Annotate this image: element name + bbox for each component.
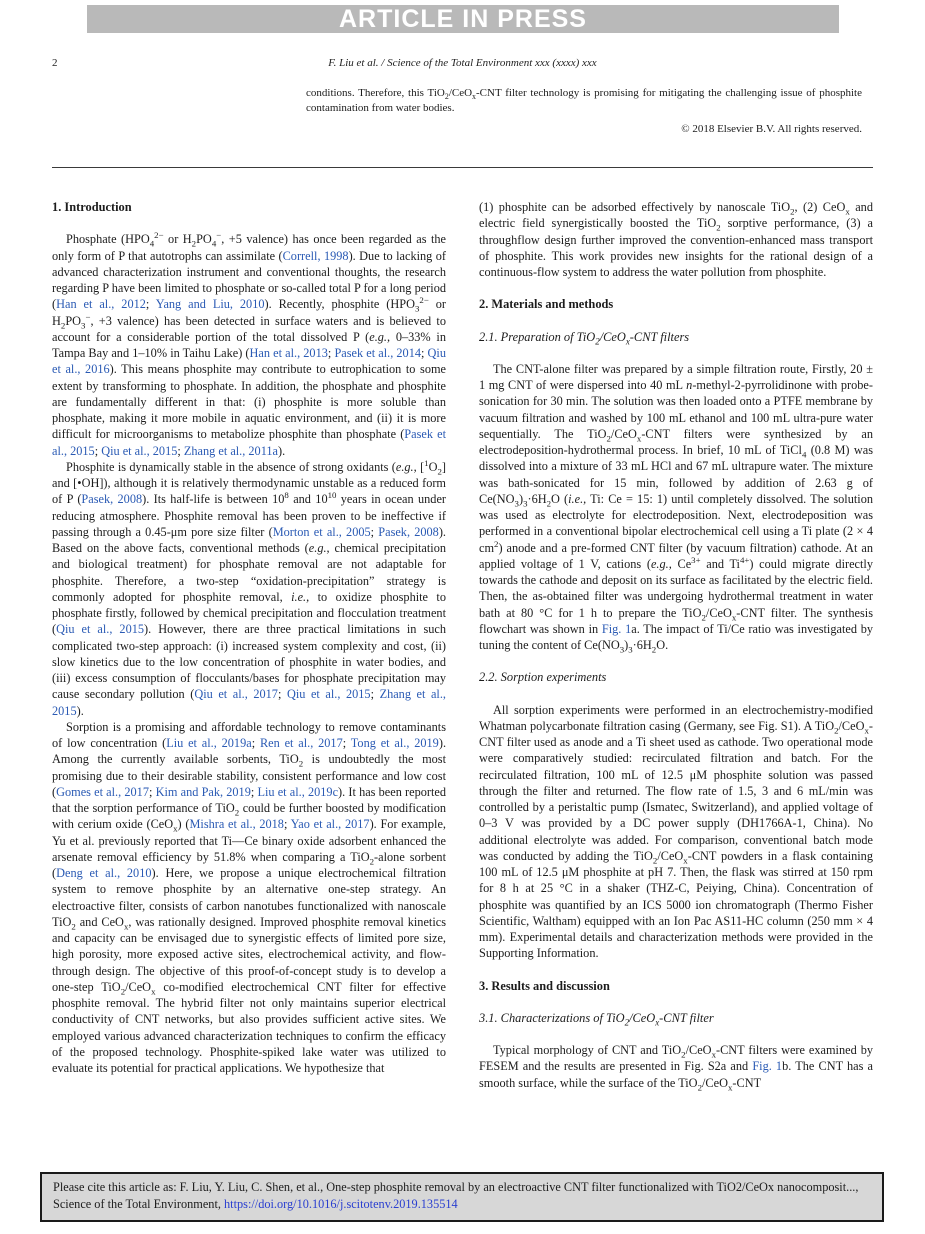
subscript: 2 (716, 222, 721, 233)
subscript: x (625, 335, 630, 346)
citation-link[interactable]: Gomes et al., 2017 (56, 784, 149, 799)
subscript: 2 (790, 206, 795, 217)
superscript: 1 (424, 457, 429, 468)
subscript: x (845, 206, 850, 217)
section-heading: 3. Results and discussion (479, 978, 610, 993)
citation-link[interactable]: Deng et al., 2010 (56, 866, 152, 880)
subsection-heading: 2.1. Preparation of TiO$_2$/CeO$_x$-CNT filters (479, 329, 690, 346)
subscript: 3 (628, 644, 633, 655)
subscript: x (711, 1049, 716, 1060)
italic-text: e.g., (369, 329, 391, 344)
subscript: 2 (624, 1017, 630, 1028)
abstract-tail-text: conditions. Therefore, this TiO$_2$/CeO$_x$-CNT filter technology is promising for mitigating the challenging issue of phosphite contamination from water bodies. (306, 87, 862, 115)
subscript: 3 (619, 644, 625, 655)
subscript: x (864, 725, 869, 736)
running-header (52, 57, 873, 71)
subscript: 3 (514, 498, 519, 509)
subscript: 2 (546, 498, 552, 509)
subscript: 3 (81, 319, 86, 330)
subscript: 2 (652, 855, 658, 866)
citation-link[interactable]: Ren et al., 2017 (259, 736, 343, 750)
citation-link[interactable]: Qiu et al., 2015 (286, 687, 371, 702)
subscript: 2 (595, 335, 600, 346)
subscript: 2 (681, 1049, 686, 1060)
doi-link[interactable]: https://doi.org/10.1016/j.scitotenv.2019.135514 (224, 1196, 458, 1211)
superscript: 2− (419, 295, 429, 306)
citation-link[interactable]: Fig. 1 (601, 621, 632, 636)
subscript: x (636, 433, 642, 444)
citation-link[interactable]: Han et al., 2013 (249, 346, 328, 360)
italic-text: e.g., (308, 541, 330, 555)
citation-link[interactable]: Pasek et al., 2015 (52, 427, 446, 458)
subscript: 2 (234, 807, 240, 818)
superscript: − (85, 311, 91, 322)
subscript: x (151, 986, 156, 997)
subscript: 2 (369, 856, 375, 867)
section-heading: 1. Introduction (52, 200, 132, 214)
superscript: − (216, 230, 222, 241)
paragraph: All sorption experiments were performed in an electrochemistry-modified Whatman polycarbonate filtration casing (Germany, see Fig. S1). A TiO$_2$/CeO$_x$-CNT filter used as anode and a Ti sheet used as cathode. Two operational mode were comparatively studied: recirculated filtration and batch. For the recirculated filtration, 100 mL of 12.5 μM phosphite solution was passed through the filter and returned. The flow rate of 1.5, 3 and 6 mL/min was controlled by a peristaltic pump (Ismatec, Switzerland), and applied voltage of 0–3 V was provided by a DC power supply (DH1766A-1, China). No additional electrolyte was added. For comparison, conventional batch mode was conducted by adding the TiO$_2$/CeO$_x$-CNT powders in a flask containing 100 mL of 12.5 μM phosphite at pH 7. Then, the flask was stirred at 150 rpm for 8 h at 25 °C in a shaker (THZ-C, Peiying, China). Concentration of phosphite was quantified by an ICS 5000 ion chromatograph (Thermo Fisher Scientific, Waltham) equipped with an Ion Pac AS11-HC column (250 mm × 4 mm). Experimental details and characterization methods were provided in the Supporting Information. (479, 702, 873, 961)
section-heading: 2. Materials and methods (479, 297, 614, 312)
subscript: 2 (60, 319, 66, 330)
subscript: 2 (606, 433, 611, 444)
superscript: 2− (154, 230, 164, 241)
citation-link[interactable]: Yang and Liu, 2010 (155, 297, 265, 312)
superscript: 4+ (739, 554, 750, 565)
subscript: 2 (444, 92, 449, 102)
subscript: x (731, 611, 737, 622)
column-right (479, 199, 873, 1162)
subscript: 3 (523, 498, 528, 509)
copyright-line: © 2018 Elsevier B.V. All rights reserved. (681, 123, 862, 136)
citation-link[interactable]: Morton et al., 2005 (272, 524, 371, 539)
subscript: 4 (211, 238, 217, 249)
subscript: 2 (651, 644, 657, 655)
header-rule (52, 167, 873, 168)
citation-link[interactable]: Qiu et al., 2015 (56, 622, 145, 637)
citation-link[interactable]: Zhang et al., 2011a (183, 443, 279, 458)
article-in-press-banner (87, 5, 839, 33)
paragraph: The CNT-alone filter was prepared by a simple filtration route, Firstly, 20 ± 1 mg CNT of were dispersed into 40 mL n-methyl-2-pyrrolidinone with probe-sonication for 30 min. The solution was then loaded onto a PTFE membrane by vacuum filtration and washed by 100 mL ethanol and 100 mL ultra-pure water sequentially. The TiO$_2$/CeO$_x$-CNT filters were synthesized by an electrodeposition-hydrothermal process. In brief, 10 mL of TiCl$_4$ (0.8 M) was dissolved into a mixture of 33 mL HCl and 67 mL ultrapure water. The mixture was bath-sonicated for 15 min, followed by addition of 2.63 g of $Ce(NO_3)_3\cdot 6H_2O$ (i.e., Ti: Ce = 15: 1) until completely dissolved. The solution was used as electrolyte for electrodeposition. Next, electrodeposition was performed in a conventional bipolar electrochemical cell using a Ti plate (2 × 4 $cm^2$) anode and a pre-formed CNT filter (by vacuum filtration) cathode. At an applied voltage of 1 V, cations (e.g., $Ce^{3+}$ and $Ti^{4+}$) could migrate directly towards the cathode and deposit on its surface as facilitated by the electric field. Then, the as-obtained filter was undergoing hydrothermal treatment in water bath at 80 °C for 1 h to prepare the TiO$_2$/CeO$_x$-CNT filter. The synthesis flowchart was shown in Fig. 1a. The impact of Ti/Ce ratio was investigated by tuning the content of $Ce(NO_3)_3\cdot 6H_2O$. (479, 361, 873, 655)
italic-text: e.g., (395, 459, 417, 474)
subscript: 4 (149, 238, 155, 249)
page-number: 2 (52, 57, 58, 69)
italic-text: i.e., (568, 491, 587, 506)
subscript: 3 (414, 303, 420, 314)
subscript: 2 (120, 986, 126, 997)
superscript: 10 (327, 490, 337, 501)
citation-notice (40, 1172, 884, 1222)
subscript: x (655, 1017, 660, 1028)
citation-link[interactable]: Fig. 1 (752, 1059, 783, 1074)
citation-link[interactable]: Tong et al., 2019 (350, 736, 439, 750)
subscript: x (727, 1081, 733, 1092)
citation-link[interactable]: Pasek et al., 2014 (334, 346, 421, 360)
column-left (52, 199, 446, 1162)
italic-text: e.g., (650, 556, 672, 571)
italic-text: i.e., (291, 589, 310, 604)
article-body (52, 199, 873, 1162)
citation-link[interactable]: Qiu et al., 2016 (52, 346, 446, 377)
citation-link[interactable]: Qiu et al., 2017 (194, 687, 278, 702)
abstract-continuation (306, 86, 862, 138)
citation-link[interactable]: Yao et al., 2017 (290, 817, 370, 832)
citation-link[interactable]: Pasek, 2008 (378, 524, 439, 539)
citation-link[interactable]: Zhang et al., 2015 (52, 687, 446, 718)
citation-link[interactable]: Kim and Pak, 2019 (155, 784, 251, 799)
citation-link[interactable]: Han et al., 2012 (56, 297, 146, 312)
subscript: x (123, 921, 129, 932)
subscript: x (173, 823, 178, 834)
citation-link[interactable]: Liu et al., 2019a (166, 736, 252, 750)
subscript: 4 (801, 449, 807, 460)
paragraph: Phosphate ($HPO_4^{2-}$ or $H_2PO_4^-$, +5 valence) has once been regarded as the only form of P that autotrophs can assimilate (Correll, 1998). Due to lacking of advanced characterization instrument and conventional thoughts, the research regarding P have been limited to phosphate or so-called total P for a long period (Han et al., 2012; Yang and Liu, 2010). Recently, phosphite ($HPO_3^{2-}$ or $H_2PO_3^-$, +3 valence) has been detected in surface waters and is believed to account for a considerable portion of the total dissolved P (e.g., 0–33% in Tampa Bay and 1–10% in Taihu Lake) (Han et al., 2013; Pasek et al., 2014; Qiu et al., 2016). This means phosphite may contribute to eutrophication to some extent by transforming to phosphate. In addition, the phosphate and phosphite are fundamentally different in that: (i) phosphite is more soluble than phosphate, making it more mobile in aquatic environment, and (ii) it is more difficult for microorganisms to metabolize phosphite than phosphate (Pasek et al., 2015; Qiu et al., 2015; Zhang et al., 2011a). (52, 230, 446, 458)
subscript: 2 (834, 725, 839, 736)
paragraph: Phosphite is dynamically stable in the absence of strong oxidants (e.g., $[^1O_2]$ and [•OH]), although it is relatively thermodynamic unstable as a reduced form of P (Pasek, 2008). Its half-life is between $10^8$ and $10^{10}$ years in ocean under reducing atmosphere. Phosphite removal has been proven to be ineffective if passing through a 0.45-μm pore size filter (Morton et al., 2005; Pasek, 2008). Based on the above facts, conventional methods (e.g., chemical precipitation and biological treatment) for phosphate removal are not adaptable for phosphite. Therefore, a two-step “oxidation-precipitation” strategy is commonly adopted for phosphite removal, i.e., to oxidize phosphite to phosphate firstly, followed by chemical precipitation and flocculation treatment (Qiu et al., 2015). However, there are three practical limitations in such complicated two-step approach: (i) increased system complexity and cost, (ii) slow kinetics due to the low concentration of phosphite in water bodies, and (iii) excess consumption of flocculants/bases for phosphate precipitation may cause secondary pollution (Qiu et al., 2017; Qiu et al., 2015; Zhang et al., 2015). (52, 457, 447, 718)
superscript: 8 (284, 490, 289, 501)
citation-link[interactable]: Mishra et al., 2018 (189, 817, 284, 832)
paragraph: (1) phosphite can be adsorbed effectively by nanoscale TiO$_2$, (2) CeO$_x$ and electric field synergistically boosted the TiO$_2$ sorptive performance, (3) a throughflow design further improved the convention-enhanced mass transport of phosphite. This work provides new insights for the rational design of a continuous-flow system to address the water pollution from phosphite. (479, 200, 873, 279)
subsection-heading: 2.2. Sorption experiments (479, 670, 607, 685)
paragraph: Typical morphology of CNT and TiO$_2$/CeO$_x$-CNT filters were examined by FESEM and the results are presented in Fig. S2a and Fig. 1b. The CNT has a smooth surface, while the surface of the TiO$_2$/CeO$_x$-CNT (479, 1043, 873, 1092)
citation-text: Please cite this article as: F. Liu, Y. Liu, C. Shen, et al., One-step phosphite removal by an electroactive CNT filter functionalized with TiO2/CeOx nanocomposit..., Science of the Total Environment, (53, 1180, 859, 1211)
superscript: 2 (494, 538, 499, 549)
citation-link[interactable]: Correll, 1998 (282, 248, 349, 263)
subscript: x (472, 92, 476, 102)
subscript: 2 (701, 611, 706, 622)
subscript: x (683, 855, 688, 866)
citation-link[interactable]: Pasek, 2008 (81, 492, 143, 507)
banner-text: ARTICLE IN PRESS (339, 5, 587, 33)
subscript: 2 (697, 1081, 702, 1092)
subscript: 2 (298, 758, 304, 769)
subscript: 2 (71, 921, 76, 932)
superscript: 3+ (691, 554, 701, 565)
paragraph: Sorption is a promising and affordable technology to remove contaminants of low concentration (Liu et al., 2019a; Ren et al., 2017; Tong et al., 2019). Among the currently available sorbents, TiO$_2$ is undoubtedly the most promising due to their desirable stability, consistent performance and low cost (Gomes et al., 2017; Kim and Pak, 2019; Liu et al., 2019c). It has been reported that the sorption performance of TiO$_2$ could be further boosted by modification with cerium oxide (CeO$_x$) (Mishra et al., 2018; Yao et al., 2017). For example, Yu et al. previously reported that Ti—Ce binary oxide adsorbent enhanced the arsenate removal efficiency by 51.8% when comparing a TiO$_2$-alone sorbent (Deng et al., 2010). Here, we propose a unique electrochemical filtration system to remove phosphite by an alternative one-step strategy. An electroactive filter, consists of carbon nanotubes functionalized with nanoscale TiO$_2$ and CeO$_x$, was rationally designed. Improved phosphite removal kinetics and capacity can be envisaged due to synergistic effects of limited pore size, high porosity, more exposed active sites, electrochemical activity, and flow-through design. The objective of this proof-of-concept study is to develop a one-step TiO$_2$/CeO$_x$ co-modified electrochemical CNT filter for effective phosphite removal. The hybrid filter not only maintains superior electrical conductivity of CNT networks, but also provides sufficient active sites. We employed various advanced characterization techniques to confirm the efficacy of the proposed technology. Phosphite-spiked lake water was utilized to evaluate its potential for practical applications. We hypothesize that (52, 719, 447, 1075)
citation-link[interactable]: Liu et al., 2019c (257, 784, 339, 799)
subscript: 2 (437, 466, 442, 477)
subscript: 2 (191, 238, 197, 249)
italic-text: n (686, 378, 693, 392)
running-head-text: F. Liu et al. / Science of the Total Environment xxx (xxxx) xxx (328, 57, 597, 69)
subsection-heading: 3.1. Characterizations of TiO$_2$/CeO$_x$-CNT filter (479, 1010, 714, 1028)
citation-link[interactable]: Qiu et al., 2015 (101, 443, 178, 458)
